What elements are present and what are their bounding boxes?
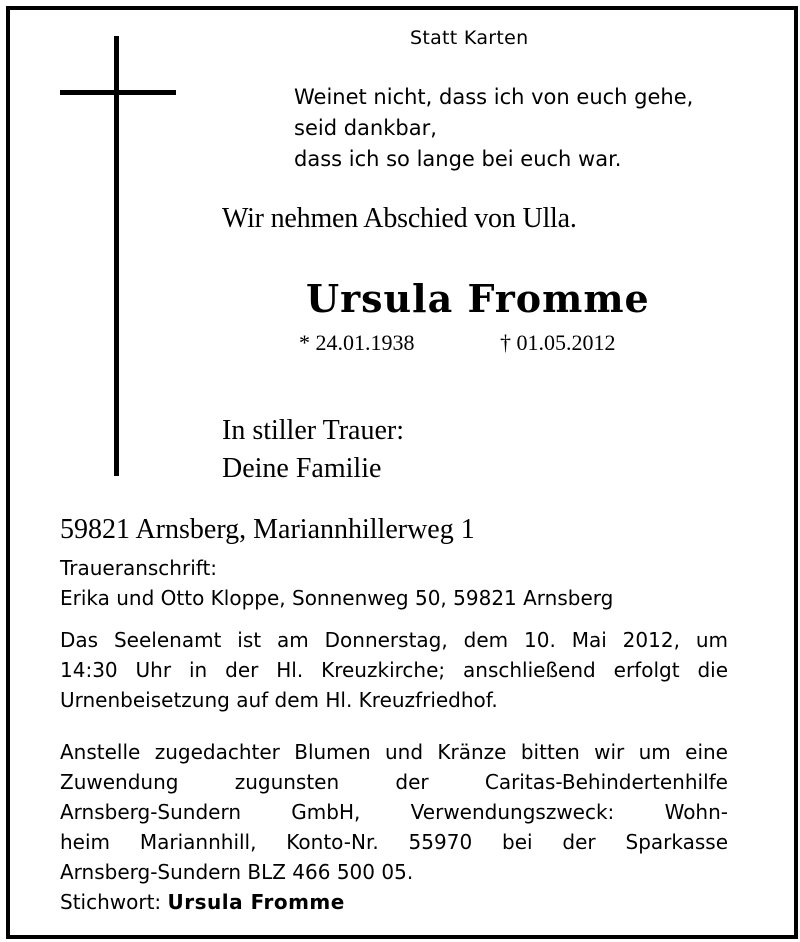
donation-line: Arnsberg-Sundern GmbH, Verwendungszweck: Wohn-	[60, 800, 728, 824]
donation-paragraph	[60, 737, 728, 917]
service-line: 14:30 Uhr in der Hl. Kreuzkirche; anschließend erfolgt die	[60, 658, 728, 682]
cross-icon-vertical	[114, 36, 119, 476]
mourning-address-label: Traueranschrift:	[60, 556, 218, 580]
mourning-signature	[222, 412, 404, 488]
mourning-address	[60, 553, 613, 613]
birth-date: * 24.01.1938	[299, 330, 415, 355]
poem-line: seid dankbar,	[294, 116, 437, 140]
service-line: Urnenbeisetzung auf dem Hl. Kreuzfriedhof.	[60, 688, 498, 712]
keyword-line	[60, 887, 728, 917]
service-line: Das Seelenamt ist am Donnerstag, dem 10. Mai 2012, um	[60, 628, 728, 652]
residence-address: 59821 Arnsberg, Mariannhillerweg 1	[60, 514, 475, 545]
family-line: Deine Familie	[222, 453, 382, 484]
donation-line: Anstelle zugedachter Blumen und Kränze bitten wir um eine	[60, 740, 728, 764]
death-date: † 01.05.2012	[500, 330, 616, 355]
poem	[294, 82, 693, 175]
poem-line: Weinet nicht, dass ich von euch gehe,	[294, 85, 694, 109]
service-paragraph	[60, 625, 728, 715]
statt-karten: Statt Karten	[410, 27, 529, 49]
mourning-address-value: Erika und Otto Kloppe, Sonnenweg 50, 59821 Arnsberg	[60, 586, 614, 610]
keyword-value: Ursula Fromme	[167, 890, 345, 914]
farewell-heading: Wir nehmen Abschied von Ulla.	[222, 203, 577, 234]
donation-line: heim Mariannhill, Konto-Nr. 55970 bei der Sparkasse	[60, 830, 728, 854]
donation-line: Zuwendung zugunsten der Caritas-Behindertenhilfe	[60, 770, 728, 794]
deceased-name: Ursula Fromme	[306, 276, 650, 321]
cross-icon-horizontal	[60, 90, 176, 95]
poem-line: dass ich so lange bei euch war.	[294, 147, 622, 171]
mourning-line: In stiller Trauer:	[222, 415, 404, 446]
donation-line: Arnsberg-Sundern BLZ 466 500 05.	[60, 860, 414, 884]
keyword-label: Stichwort:	[60, 890, 162, 914]
